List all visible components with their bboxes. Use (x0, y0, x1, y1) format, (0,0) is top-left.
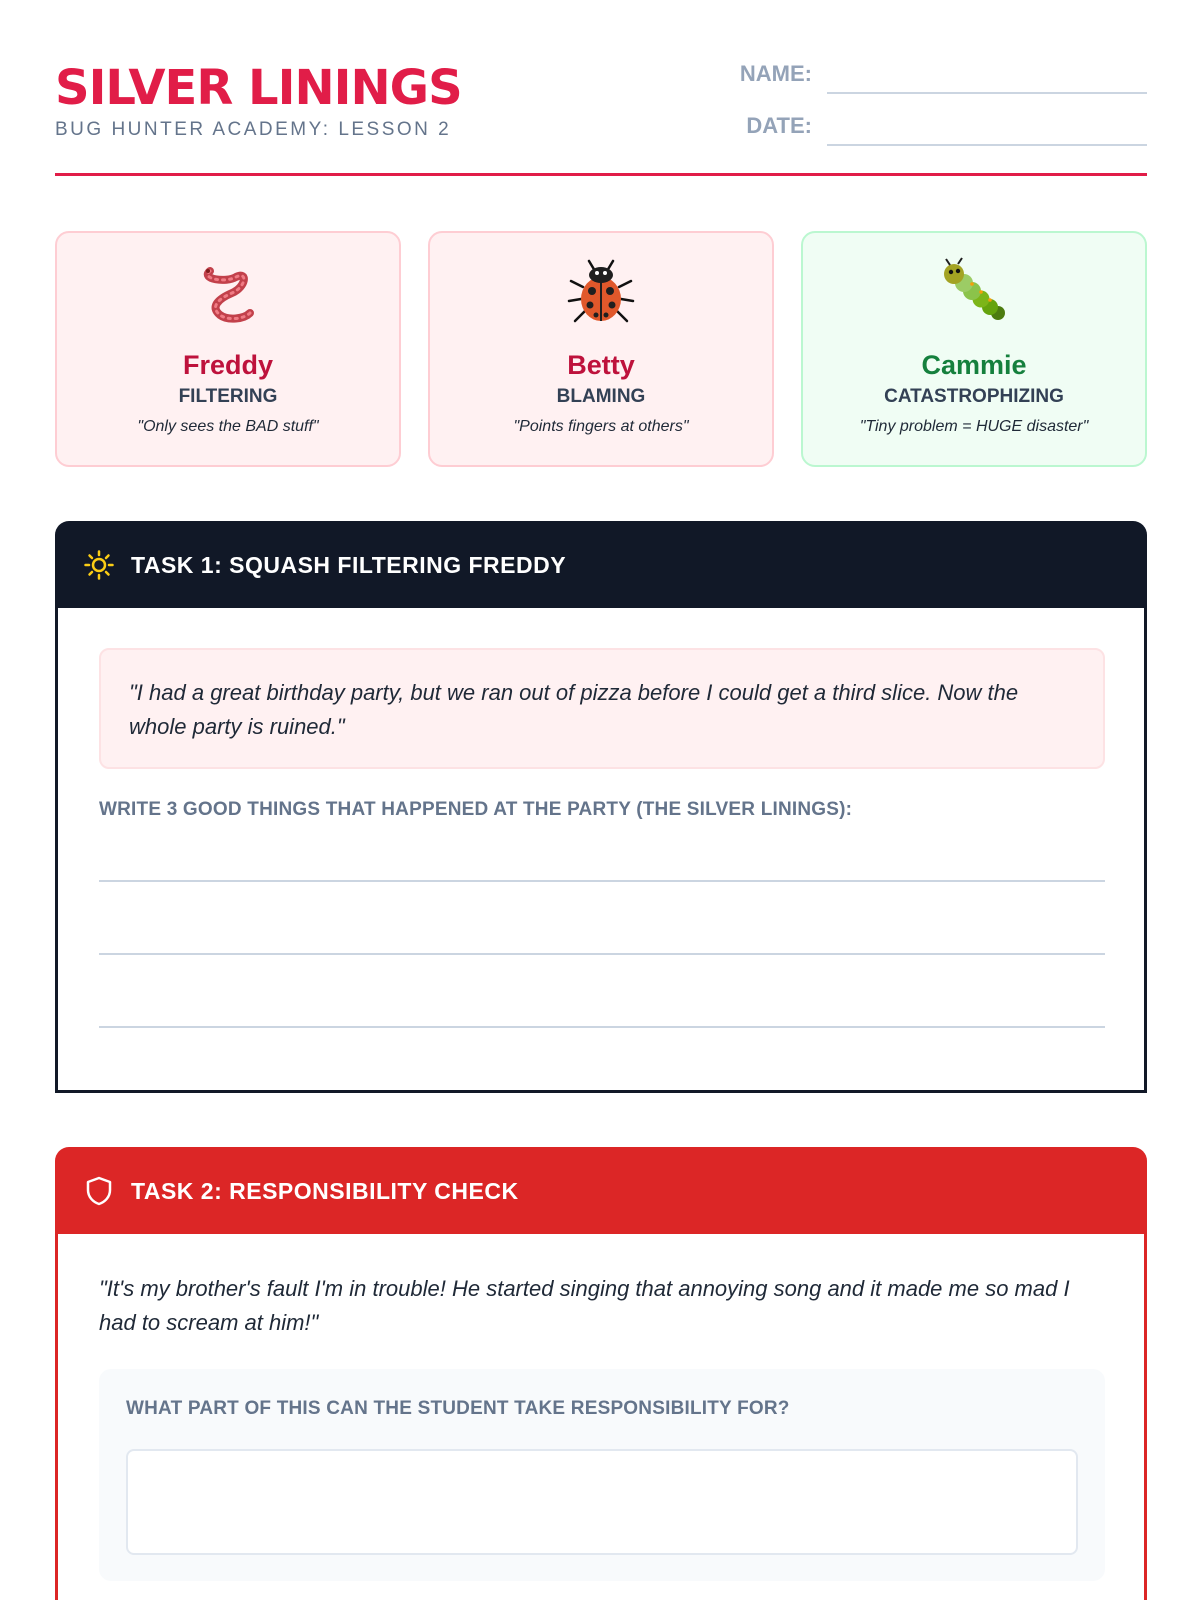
bug-card-betty (428, 231, 774, 467)
task1-prompt: WRITE 3 GOOD THINGS THAT HAPPENED AT THE PARTY (THE SILVER LININGS): (99, 799, 853, 820)
name-label: NAME: (739, 61, 812, 86)
task1-body (55, 608, 1147, 1093)
task2-body (55, 1234, 1147, 1600)
bug-name: Cammie (921, 350, 1027, 380)
bug-cards (55, 231, 1147, 467)
header-divider (55, 173, 1147, 176)
task2-panel (55, 1147, 1147, 1600)
bug-quote: "Tiny problem = HUGE disaster" (859, 418, 1089, 435)
worm-icon (57, 257, 399, 329)
bug-trait: BLAMING (556, 386, 646, 407)
date-input-line[interactable] (827, 144, 1147, 146)
bug-trait: CATASTROPHIZING (884, 386, 1064, 407)
sun-icon (83, 549, 115, 581)
bug-quote: "Only sees the BAD stuff" (137, 418, 319, 435)
name-input-line[interactable] (827, 92, 1147, 94)
worksheet-subtitle: BUG HUNTER ACADEMY: LESSON 2 (55, 119, 452, 140)
task1-quote: "I had a great birthday party, but we ran out of pizza before I could get a third slice. Now the whole party is ruined." (99, 648, 1105, 769)
date-field[interactable] (727, 110, 1147, 146)
bug-quote: "Points fingers at others" (513, 418, 689, 435)
task2-header (55, 1147, 1147, 1234)
worksheet-title: SILVER LININGS (55, 60, 462, 116)
task2-title: TASK 2: RESPONSIBILITY CHECK (131, 1177, 519, 1204)
responsibility-answer-field[interactable] (126, 1449, 1078, 1555)
worksheet-page (55, 0, 1147, 1600)
shield-icon (83, 1175, 115, 1207)
task1-panel (55, 521, 1147, 1093)
task2-quote: "It's my brother's fault I'm in trouble! He started singing that annoying song and it made me so mad I had to scream at him!" (99, 1276, 1070, 1335)
answer-line-3[interactable] (99, 1026, 1105, 1028)
task1-header (55, 521, 1147, 608)
caterpillar-icon (803, 257, 1145, 329)
ladybug-icon (430, 257, 772, 329)
bug-trait: FILTERING (178, 386, 278, 407)
bug-name: Betty (567, 350, 635, 380)
bug-card-cammie (801, 231, 1147, 467)
responsibility-box (99, 1369, 1105, 1581)
task2-prompt: WHAT PART OF THIS CAN THE STUDENT TAKE RESPONSIBILITY FOR? (126, 1398, 790, 1419)
answer-line-2[interactable] (99, 953, 1105, 955)
date-label: DATE: (746, 113, 812, 138)
task1-title: TASK 1: SQUASH FILTERING FREDDY (131, 551, 567, 578)
bug-name: Freddy (182, 350, 274, 380)
answer-line-1[interactable] (99, 880, 1105, 882)
worksheet-header (55, 58, 1147, 178)
name-field[interactable] (727, 58, 1147, 94)
bug-card-freddy (55, 231, 401, 467)
